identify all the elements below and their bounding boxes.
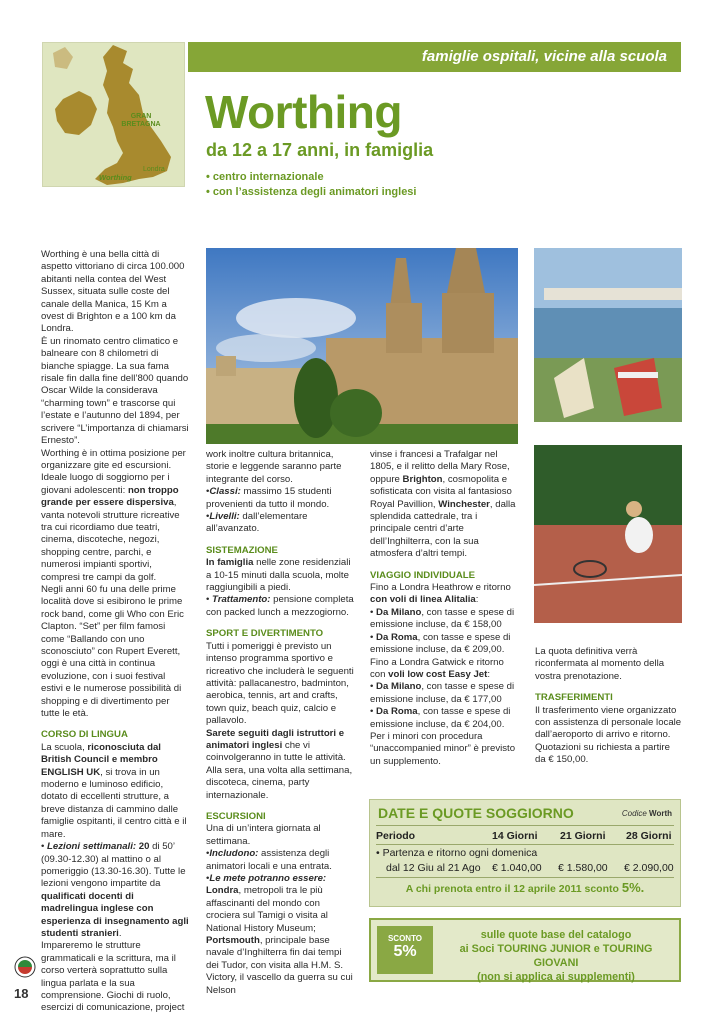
th-14: 14 Giorni — [492, 830, 538, 842]
divider — [376, 877, 674, 878]
column-3 — [370, 449, 520, 768]
heading-sistemazione: SISTEMAZIONE — [206, 544, 278, 556]
table-price-21: € 1.580,00 — [558, 862, 608, 874]
intro-paragraph-2: È un rinomato centro climatico e balneare con 8 chilometri di bianche spiagge. La sua fama risale fin dalla fine dell’800 quando Oscar Wilde la considerava “charming town” e trascorse qui l’estate e l’autunno del 1894, per scrivere “L’importanza di chiamarsi Ernesto”. — [41, 335, 189, 447]
table-subnote: • Partenza e ritorno ogni domenica — [376, 847, 538, 859]
price-table-title: DATE E QUOTE SOGGIORNO — [378, 805, 574, 821]
photo-tennis — [534, 445, 682, 623]
viaggio-milano-1: • Da Milano, con tasse e spese di emissione incluse, da € 158,00 — [370, 606, 515, 631]
viaggio-heathrow: Fino a Londra Heathrow e ritorno con voli di linea Alitalia: — [370, 582, 511, 606]
photo-pier — [534, 248, 682, 422]
header-band — [188, 42, 681, 72]
map-label-country: GRAN BRETAGNA — [121, 113, 161, 128]
divider — [376, 825, 674, 826]
heading-viaggio: VIAGGIO INDIVIDUALE — [370, 569, 476, 581]
livelli-item: •Livelli: dall’elementare all’avanzato. — [206, 511, 308, 535]
page-subtitle: da 12 a 17 anni, in famiglia — [206, 140, 434, 160]
promo-box — [369, 918, 681, 982]
viaggio-milano-2: • Da Milano, con tasse e spese di emissione incluse, da € 177,00 — [370, 681, 515, 705]
promo-text: sulle quote base del catalogo ai Soci TOURING JUNIOR e TOURING GIOVANI (non si applica ai supplementi) — [459, 929, 653, 983]
intro-paragraph-1: Worthing è una bella città di aspetto vittoriano di circa 100.000 abitanti nella contea del West Sussex, situata sulle coste del canale della Manica, 15 Km a ovest di Brighton e a 100 km da Londra. — [41, 249, 185, 335]
early-booking-discount: A chi prenota entro il 12 aprile 2011 sconto 5%. — [405, 880, 645, 895]
viaggio-minori: Per i minori con procedura “unaccompanied minor” è previsto un supplemento. — [370, 730, 516, 767]
column-1 — [41, 249, 189, 1015]
sistemazione-paragraph: In famiglia nelle zone residenziali a 10-15 minuti dalla scuola, molte raggiungibili a piedi. — [206, 557, 351, 594]
column-4 — [535, 646, 682, 767]
price-table — [369, 799, 681, 907]
sport-paragraph-1: Tutti i pomeriggi è previsto un intenso programma sportivo e ricreativo che includerà le seguenti attività: pallacanestro, badminton, aerobica, tennis, art and crafts, town quiz, beach quiz, calcio e pallavolo. — [206, 640, 354, 727]
corso-paragraph: La scuola, riconosciuta dal British Council e membro ENGLISH UK, si trova in un moderno e luminoso edificio, dotato di eccellenti strutture, a breve distanza di cammino dalle famiglie ospitanti, il centro città e il mare. — [41, 741, 187, 840]
table-row-period: dal 12 Giu al 21 Ago — [386, 862, 481, 874]
header-band-text: famiglie ospitali, vicine alla scuola — [421, 48, 667, 65]
lezioni-item: • Lezioni settimanali: 20 di 50’ (09.30-12.30) al mattino o al pomeriggio (13.30-16.30). Tutte le lezioni vengono impartite da qualificati docenti di madrelingua inglese con esperienza di insegnamento agli studenti stranieri. — [41, 841, 189, 940]
header-bullet-1: • centro internazionale — [206, 171, 324, 183]
map-label-city: Worthing — [99, 173, 132, 182]
classi-item: •Classi: massimo 15 studenti provenienti da tutto il mondo. — [206, 486, 332, 510]
col3-paragraph-1: vinse i francesi a Trafalgar nel 1805, e il relitto della Mary Rose, oppure Brighton, cosmopolita e sofisticata con visita al fantasioso Royal Pavillion, Winchester, dalla splendida cattedrale, tra i principale centri d’arte dell’Inghilterra, con la sua atmosfera d’altri tempi. — [370, 449, 516, 560]
sport-paragraph-2: Sarete seguiti dagli istruttori e animatori inglesi che vi coinvolgeranno in tutte le attività. Alla sera, una volta alla settimana, discoteca, cinema, party internazionale. — [206, 727, 353, 801]
table-price-14: € 1.040,00 — [492, 862, 542, 874]
heading-sport: SPORT E DIVERTIMENTO — [206, 628, 324, 640]
price-table-code: Codice Worth — [621, 809, 672, 818]
photo-cathedral — [206, 248, 518, 444]
viaggio-gatwick: Fino a Londra Gatwick e ritorno con voli low cost Easy Jet: — [370, 656, 504, 680]
promo-badge: SCONTO 5% — [377, 926, 433, 974]
col2-paragraph-1: work inoltre cultura britannica, storie e leggende saranno parte integrante del corso. — [206, 449, 342, 485]
table-price-28: € 2.090,00 — [624, 862, 674, 874]
page-number: 18 — [14, 986, 29, 1001]
trattamento-item: • Trattamento: pensione completa con packed lunch a mezzogiorno. — [206, 594, 354, 618]
touring-logo-icon — [14, 956, 36, 978]
intro-paragraph-3: Worthing è in ottima posizione per organizzare gite ed escursioni. Ideale luogo di soggiorno per i giovani adolescenti: non troppo grande per essere dispersiva, vanta notevoli strutture ricreative tra cui ricordiamo due teatri, cinema, discoteche, negozi, shopping centre, parchi, e numerosi impianti sportivi, compresi tre campi da golf. — [41, 447, 186, 583]
heading-escursioni: ESCURSIONI — [206, 810, 266, 822]
heading-corso: CORSO DI LINGUA — [41, 729, 128, 741]
map-label-london: Londra — [143, 166, 165, 173]
trasferimenti-paragraph: Il trasferimento viene organizzato con assistenza di personale locale dall’aeroporto di arrivo e ritorno. Quotazioni su richiesta a partire da € 150,00. — [535, 704, 682, 766]
column-2 — [206, 449, 356, 997]
intro-paragraph-4: Negli anni 60 fu una delle prime località dove si esibirono le prime rock band, come gli Who con Eric Clapton. “Set” per film famosi come “Ballando con uno sconosciuto” con Rupert Everett, oggi è una città in continua evoluzione, con i suoi festival estivi e le numerose possibilità di shopping e di divertimento per tutte le età. — [41, 583, 184, 720]
header-bullet-2: • con l’assistenza degli animatori inglesi — [206, 186, 417, 198]
escursioni-paragraph: Una di un’intera giornata al settimana. — [206, 823, 321, 847]
corso-last-paragraph: Impareremo le strutture grammaticali e la scrittura, ma il corso verterà soprattutto sulla lingua parlata e la sua comprensione. Giochi di ruolo, esercizi di comunicazione, project — [41, 940, 185, 1014]
th-periodo: Periodo — [376, 830, 416, 842]
th-28: 28 Giorni — [626, 830, 672, 842]
heading-trasferimenti: TRASFERIMENTI — [535, 692, 613, 704]
map-great-britain — [42, 42, 185, 187]
quota-paragraph: La quota definitiva verrà riconfermata al momento della vostra prenotazione. — [535, 646, 665, 682]
mete-item: •Le mete potranno essere: Londra, metropoli tra le più affascinanti del mondo con crociera sul Tamigi o visita al National History Museum; Portsmouth, principale base navale d’Inghilterra fin dai tempi dei Tudor, con visita alla H.M. S. Victory, il vascello da guerra su cui Nelson — [206, 873, 353, 996]
viaggio-roma-1: • Da Roma, con tasse e spese di emissione incluse, da € 209,00. — [370, 631, 511, 656]
th-21: 21 Giorni — [560, 830, 606, 842]
divider — [376, 844, 674, 845]
includono-item: •Includono: assistenza degli animatori locali e una entrata. — [206, 848, 332, 872]
viaggio-roma-2: • Da Roma, con tasse e spese di emissione incluse, da € 204,00. — [370, 706, 511, 730]
page-title: Worthing — [205, 86, 402, 138]
